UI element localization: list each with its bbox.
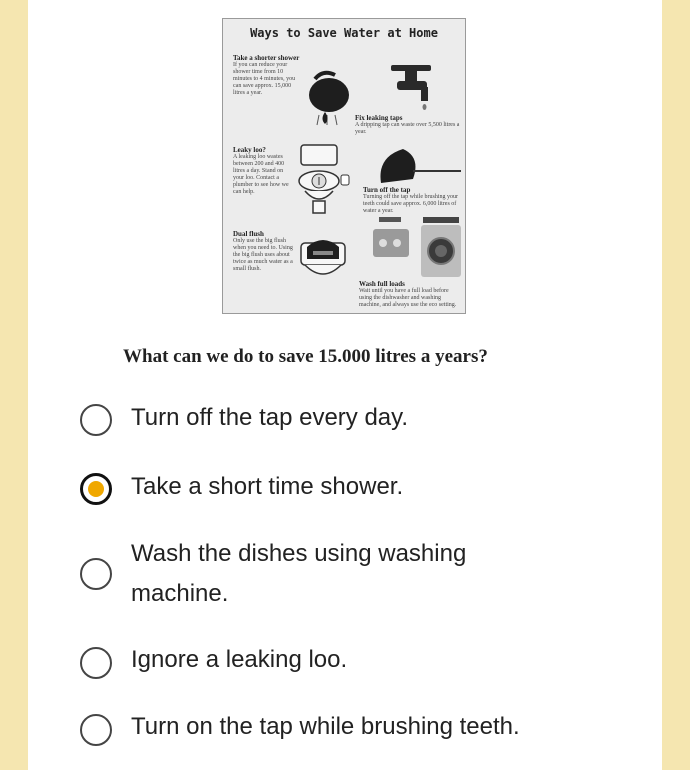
option-label: Ignore a leaking loo. [131,646,348,673]
poster-section-dual-flush [233,231,295,273]
poster-section-heading: Dual flush [233,230,264,238]
poster-section-heading: Wash full loads [359,280,405,288]
water-drop-icon [319,111,331,125]
question-text: What can we do to save 15.000 litres a years? [123,346,488,367]
radio-button-selected[interactable] [80,473,112,505]
poster-section-body: If you can reduce your shower time from 10 minutes to 4 minutes, you can save approx. 15,000 litres a year. [233,62,296,96]
poster-section-heading: Turn off the tap [363,186,411,194]
radio-button[interactable] [80,404,112,436]
water-saving-poster [222,18,466,314]
option-ignore-leaking-loo[interactable] [78,636,638,696]
poster-section-heading: Take a shorter shower [233,54,300,62]
option-short-shower[interactable] [78,463,638,523]
toilet-icon [287,143,357,223]
poster-section-leaky-loo [233,147,295,196]
option-label: Take a short time shower. [131,473,404,500]
poster-section-wash-full-loads [359,281,461,309]
poster-section-shower [233,55,303,97]
option-tap-while-brushing[interactable] [78,703,638,763]
poster-section-leaking-taps [355,115,461,136]
poster-section-body: Turning off the tap while brushing your teeth could save approx. 6,000 litres of water a year. [363,194,458,214]
poster-title: Ways to Save Water at Home [250,26,438,40]
radio-button[interactable] [80,647,112,679]
poster-section-heading: Fix leaking taps [355,114,403,122]
dual-flush-toilet-icon [293,229,353,289]
option-label: Turn on the tap while brushing teeth. [131,713,520,740]
washing-machine-icon [371,215,463,285]
option-label: Wash the dishes using washing machine. [131,540,467,607]
radio-button[interactable] [80,558,112,590]
poster-section-heading: Leaky loo? [233,146,266,154]
option-turn-off-tap[interactable] [78,394,638,454]
option-label: Turn off the tap every day. [131,404,409,431]
option-wash-dishes[interactable] [78,530,638,612]
poster-section-body: Only use the big flush when you need to. Using the big flush uses about twice as much water as a small flush. [233,238,293,272]
poster-section-body: A dripping tap can waste over 5,500 litres a year. [355,122,460,135]
poster-section-body: A leaking loo wastes between 200 and 400 litres a day. Stand on your loo. Contact a plumber to see how we can help. [233,154,289,195]
shower-head-icon [301,69,361,129]
radio-button[interactable] [80,714,112,746]
poster-section-body: Wait until you have a full load before using the dishwasher and washing machine, and always use the eco setting. [359,288,457,308]
poster-section-turn-off-tap [363,187,461,215]
tap-icon [383,57,439,113]
question-card [28,0,662,770]
